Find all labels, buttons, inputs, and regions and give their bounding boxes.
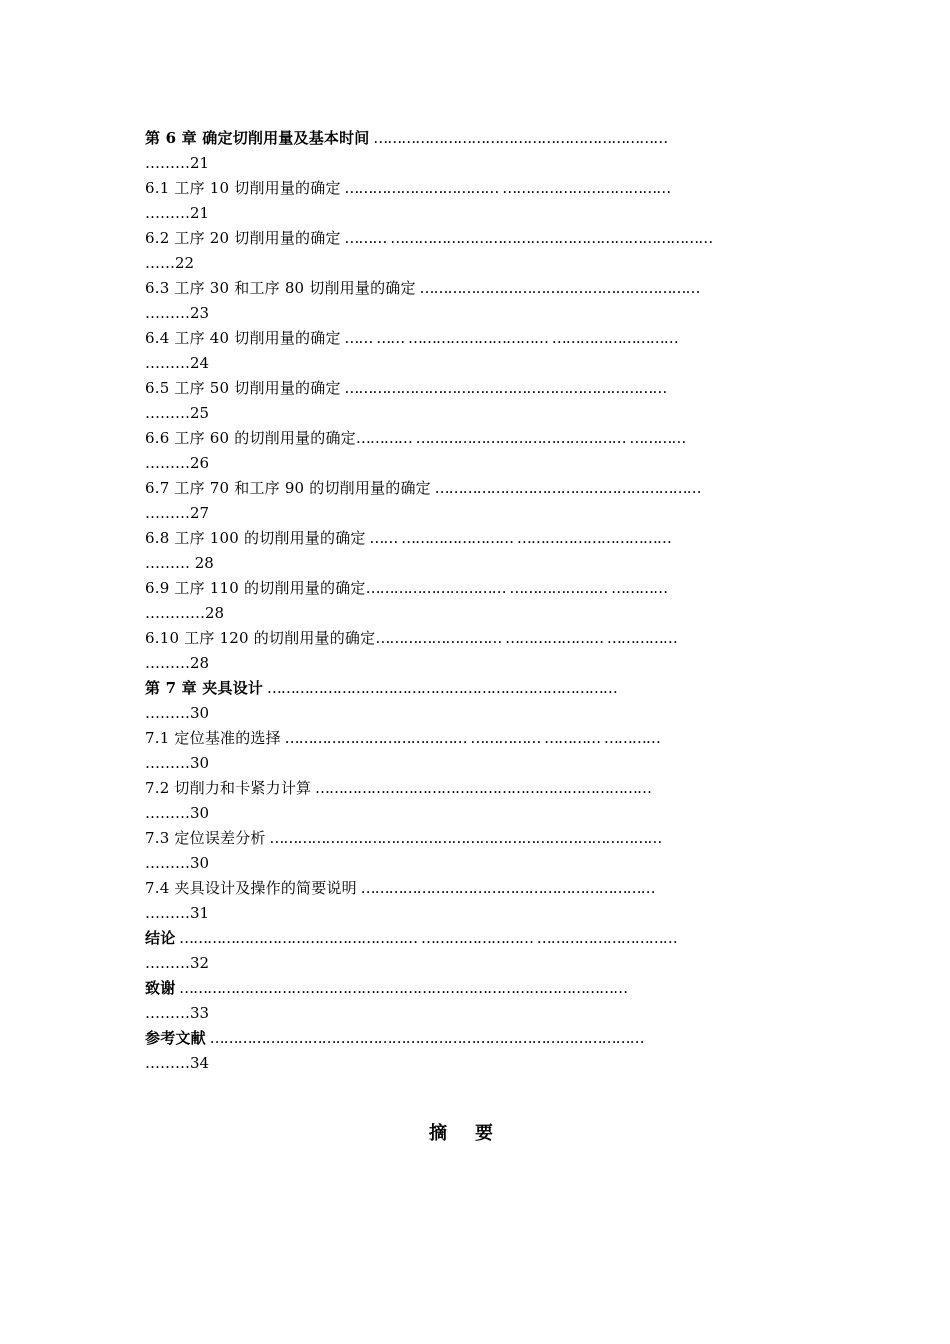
toc-leader-dots: ………………………………………………………………………… [265, 829, 662, 847]
toc-entry-7-4[interactable] [145, 876, 835, 926]
toc-entry-6-1[interactable] [145, 176, 835, 226]
toc-leader-dots: ………………………………………………………………… [263, 679, 617, 697]
toc-entry-6-10[interactable] [145, 626, 835, 676]
toc-page-number: ………26 [145, 454, 210, 472]
toc-entry-chapter-7[interactable] [145, 676, 835, 726]
toc-page-number: ………32 [145, 954, 210, 972]
toc-page-number: ………28 [145, 654, 210, 672]
toc-entry-title: 6.4 工序 40 切削用量的确定 [145, 329, 341, 347]
toc-page-number: ………21 [145, 204, 210, 222]
toc-leader-dots: …… …………………… …………………………… [365, 529, 671, 547]
toc-entry-title: 结论 [145, 929, 176, 947]
toc-entry-7-3[interactable] [145, 826, 835, 876]
toc-entry-6-4[interactable] [145, 326, 835, 376]
toc-leader-dots: ………………………… ………………… ………… [365, 579, 668, 597]
toc-page-number: ………24 [145, 354, 210, 372]
toc-page-number: ………33 [145, 1004, 210, 1022]
toc-page-number: ………21 [145, 154, 210, 172]
toc-leader-dots: ……………………………………………………………… [311, 779, 652, 797]
toc-entry-title: 6.9 工序 110 的切削用量的确定 [145, 579, 366, 597]
toc-leader-dots: ………… ……………………………………… ………… [355, 429, 686, 447]
toc-entry-title: 7.4 夹具设计及操作的简要说明 [145, 879, 357, 897]
toc-leader-dots: …………………………………………… …………………… ………………………… [175, 929, 677, 947]
toc-entry-7-1[interactable] [145, 726, 835, 776]
toc-page-number: ………31 [145, 904, 210, 922]
toc-leader-dots: ……… …………………………………………………………… [340, 229, 713, 247]
toc-entry-title: 6.8 工序 100 的切削用量的确定 [145, 529, 366, 547]
toc-entry-title: 6.6 工序 60 的切削用量的确定 [145, 429, 356, 447]
toc-entry-title: 参考文献 [145, 1029, 206, 1047]
toc-entry-title: 致谢 [145, 979, 176, 997]
toc-entry-6-5[interactable] [145, 376, 835, 426]
toc-page-number: ………30 [145, 854, 210, 872]
toc-entry-6-8[interactable] [145, 526, 835, 576]
toc-entry-title: 7.3 定位误差分析 [145, 829, 266, 847]
toc-entry-title: 6.1 工序 10 切削用量的确定 [145, 179, 341, 197]
abstract-heading: 摘要 [429, 1123, 521, 1144]
toc-entry-6-7[interactable] [145, 476, 835, 526]
toc-leader-dots: …………………………………………………… [415, 279, 700, 297]
toc-entry-6-3[interactable] [145, 276, 835, 326]
toc-entry-6-2[interactable] [145, 226, 835, 276]
toc-page-number: ……22 [145, 254, 195, 272]
toc-entry-references[interactable] [145, 1026, 835, 1076]
toc-leader-dots: ………………………………………………… [430, 479, 701, 497]
toc-entry-title: 7.2 切削力和卡紧力计算 [145, 779, 312, 797]
toc-page-number: …………28 [145, 604, 225, 622]
toc-page-number: ………30 [145, 754, 210, 772]
toc-entry-7-2[interactable] [145, 776, 835, 826]
toc-entry-title: 6.5 工序 50 切削用量的确定 [145, 379, 341, 397]
toc-entry-title: 6.7 工序 70 和工序 90 的切削用量的确定 [145, 479, 431, 497]
toc-page-number: ………30 [145, 804, 210, 822]
toc-entry-title: 6.2 工序 20 切削用量的确定 [145, 229, 341, 247]
toc-page-number: ………30 [145, 704, 210, 722]
toc-entry-6-6[interactable] [145, 426, 835, 476]
toc-entry-6-9[interactable] [145, 576, 835, 626]
toc-entry-title: 第 6 章 确定切削用量及基本时间 [145, 129, 370, 147]
toc-entry-acknowledgements[interactable] [145, 976, 835, 1026]
toc-page-number: ……… 28 [145, 554, 214, 572]
toc-leader-dots: …………………………………………………………………………………… [175, 979, 628, 997]
toc-leader-dots: ………………………………………………………………………………… [205, 1029, 644, 1047]
toc-page-number: ………23 [145, 304, 210, 322]
toc-page-number: ………34 [145, 1054, 210, 1072]
toc-entry-title: 6.10 工序 120 的切削用量的确定 [145, 629, 376, 647]
toc-leader-dots: ……………………… ………………… …………… [375, 629, 677, 647]
toc-page-number: ………27 [145, 504, 210, 522]
toc-leader-dots: …………………………………………………………… [340, 379, 667, 397]
toc-entry-conclusion[interactable] [145, 926, 835, 976]
table-of-contents [145, 126, 835, 1076]
toc-leader-dots: …………………………… ……………………………… [340, 179, 671, 197]
toc-leader-dots: …… …… ………………………… ……………………… [340, 329, 678, 347]
toc-entry-title: 6.3 工序 30 和工序 80 切削用量的确定 [145, 279, 416, 297]
toc-page-number: ………25 [145, 404, 210, 422]
toc-entry-title: 7.1 定位基准的选择 [145, 729, 281, 747]
toc-leader-dots: ……………………………………………………… [356, 879, 655, 897]
toc-leader-dots: ……………………………………………………… [369, 129, 668, 147]
toc-entry-title: 第 7 章 夹具设计 [145, 679, 264, 697]
toc-entry-chapter-6[interactable] [145, 126, 835, 176]
toc-leader-dots: ………………………………… …………… ………… ………… [280, 729, 660, 747]
